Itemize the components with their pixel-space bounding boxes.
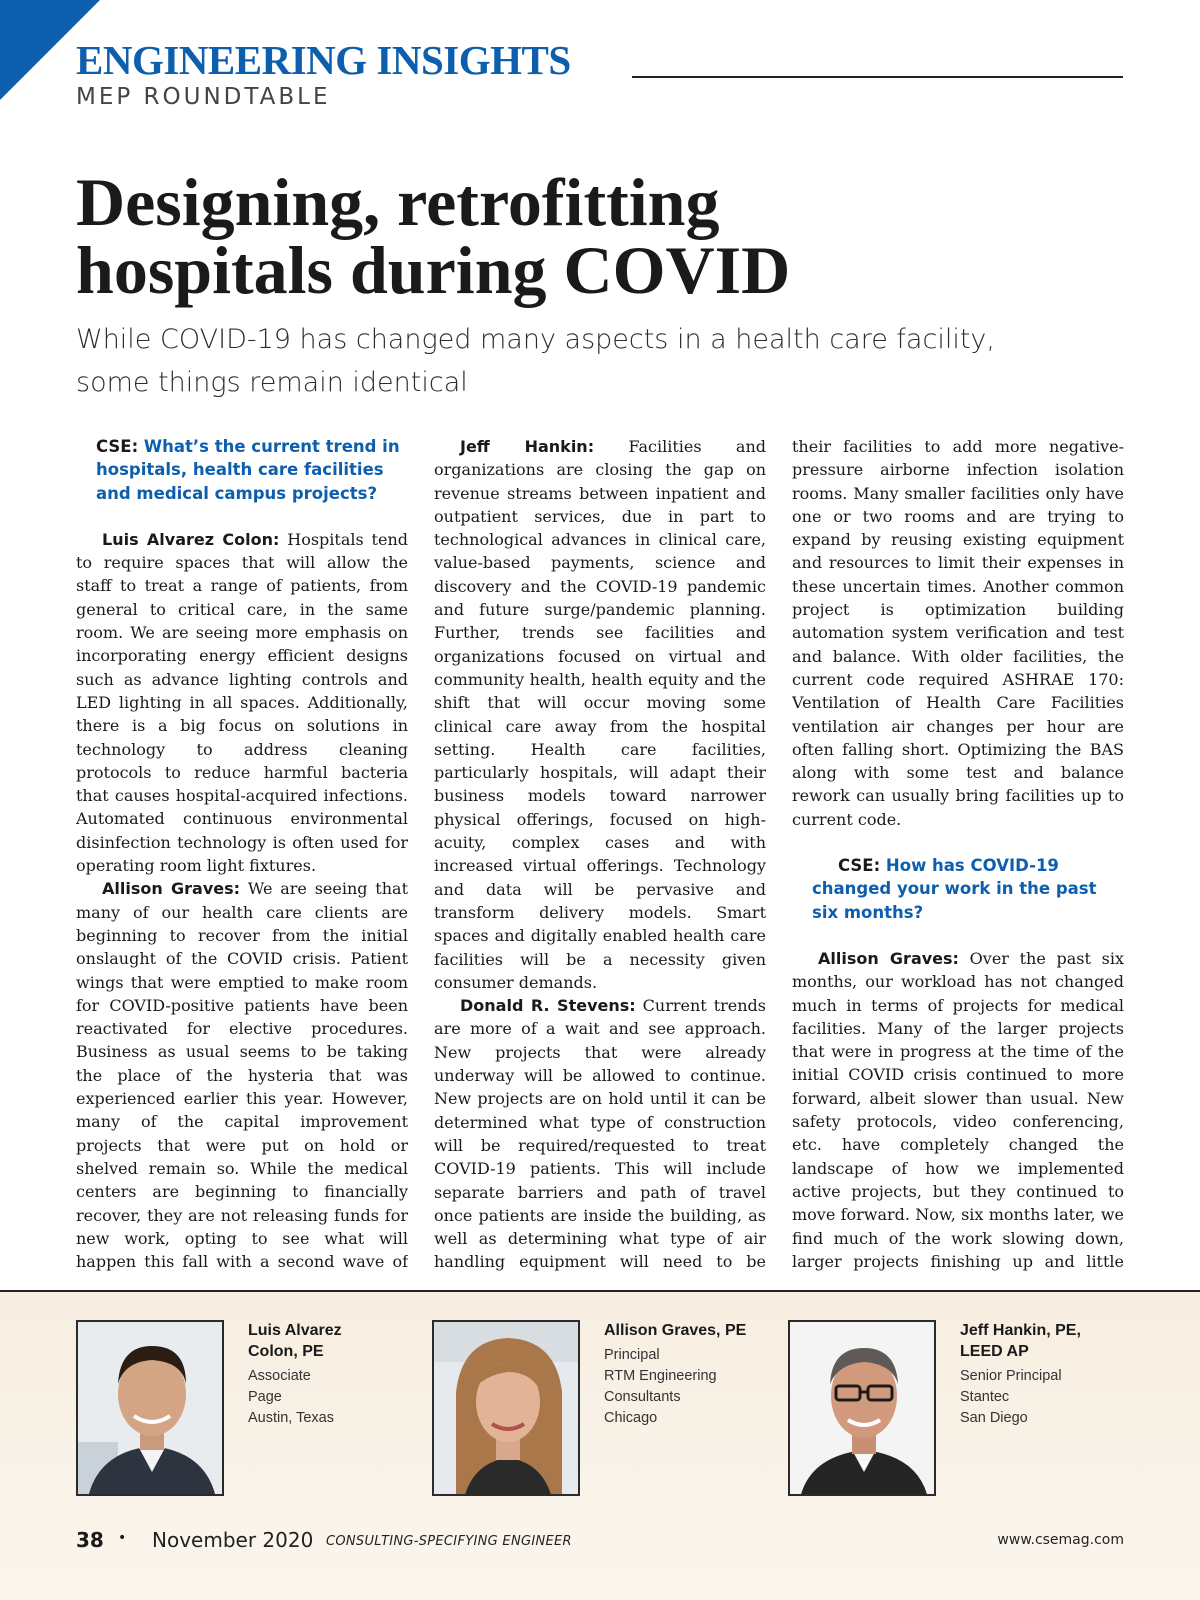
question-1	[76, 435, 408, 505]
article-deck	[76, 318, 1136, 404]
answer-text: Hospitals tend to require spaces that will allow the staff to treat a range of patients, from general to critical care, in the same room. We are seeing more emphasis on incorporating energy efficient designs such as advance lighting controls and LED lighting in all spaces. Additionally, there is a big focus on solutions in technology to address cleaning protocols to reduce harmful bacteria that causes hospital-acquired infections. Automated continuous environmental disinfection technology is often used for operating room light fixtures.	[76, 529, 408, 876]
magazine-url[interactable]: www.csemag.com	[997, 1532, 1124, 1548]
headline-line-1: Designing, retrofitting	[76, 164, 720, 240]
contributor-title: Principal	[604, 1347, 660, 1363]
contributor-details	[604, 1320, 774, 1429]
contributor-name: Jeff Hankin, PE, LEED AP	[960, 1322, 1081, 1360]
magazine-name: CONSULTING-SPECIFYING ENGINEER	[326, 1534, 572, 1549]
page-number: 38	[76, 1528, 104, 1552]
contributor-title: Senior Principal	[960, 1368, 1062, 1384]
speaker-name: Allison Graves:	[102, 879, 241, 899]
column-3	[792, 435, 1124, 1275]
question-text: How has COVID-19 changed your work in the past six months?	[812, 856, 1097, 922]
footer-bullet: •	[118, 1530, 127, 1546]
question-2	[792, 854, 1124, 924]
contributor-details	[960, 1320, 1130, 1429]
article-headline	[76, 164, 1136, 308]
answer-text: We are seeing that many of our health care clients are beginning to recover from the initial onslaught of the COVID crisis. Patient wings that were emptied to make room for COVID-positive patients have been reactivated for elective procedures. Business as usual seems to be taking the place of the hysteria that was experienced earlier this year. However, many of the capital improvement projects that were put on hold or shelved remain so. While the medical centers are beginning to financially recover, they are not releasing funds for new work, opting to see what will happen this fall with a second wave of	[76, 879, 408, 1272]
question-label: CSE:	[96, 437, 139, 456]
answer-paragraph-continued: their facilities to add more negative-pressure airborne infection isolation rooms. Many smaller facilities only have one or two rooms and are trying to expand by reusing existing equipment and resources to limit their expenses in these uncertain times. Another common project is optimization building automation system verification and test and balance. With older facilities, the current code required ASHRAE 170: Ventilation of Health Care Facilities ventilation air changes per hour are often falling short. Optimizing the BAS along with some test and balance rework can usually bring facilities up to current code.	[792, 437, 1124, 829]
speaker-name: Luis Alvarez Colon:	[102, 529, 280, 549]
contributor-title: Associate	[248, 1368, 311, 1384]
contributor-details	[248, 1320, 418, 1429]
deck-line-2: some things remain identical	[76, 367, 468, 399]
answer-paragraph	[792, 947, 1124, 1275]
contributor-company: RTM Engineering Consultants	[604, 1368, 717, 1405]
contributor-company: Page	[248, 1389, 282, 1405]
issue-date: November 2020	[152, 1528, 314, 1552]
contributor-photo	[76, 1320, 224, 1496]
contributor-photo	[432, 1320, 580, 1496]
contributor-company: Stantec	[960, 1389, 1010, 1405]
answer-paragraph	[76, 877, 408, 1275]
speaker-name: Allison Graves:	[818, 948, 959, 968]
section-subtitle: MEP ROUNDTABLE	[76, 84, 331, 110]
article-body	[76, 435, 1124, 1275]
answer-paragraph	[76, 528, 408, 877]
answer-text: Over the past six months, our workload has not changed much in terms of projects for medical facilities. Many of the larger projects that were in progress at the time of the initial COVID crisis continued to more forward, albeit slower than usual. New safety protocols, video conferencing, etc. have completely changed the landscape of how we implemented active projects, but they continued to move forward. Now, six months later, we find much of the work slowing down, larger projects finishing up and little	[792, 948, 1124, 1271]
deck-line-1: While COVID-19 has changed many aspects in a health care facility,	[76, 324, 995, 355]
question-label: CSE:	[838, 856, 881, 876]
answer-text: Facilities and organizations are closing the gap on revenue streams between inpatient and outpatient services, due in part to technological advances in clinical care, value-based payments, science and discovery and the COVID-19 pandemic and future surge/pandemic planning. Further, trends see facilities and organizations focused on virtual and community health, health equity and the shift that will occur moving some clinical care away from the hospital setting. Health care facilities, particularly hospitals, will adapt their business models toward narrower physical offerings, focused on high-acuity, complex cases and with increased virtual offerings. Technology and data will be pervasive and transform delivery models. Smart spaces and digitally enabled health care facilities will be a necessity given consumer demands.	[434, 437, 766, 992]
column-1	[76, 435, 408, 1275]
section-title: ENGINEERING INSIGHTS	[76, 37, 571, 83]
speaker-name: Jeff Hankin:	[460, 437, 595, 456]
contributor-location: Chicago	[604, 1410, 658, 1426]
contributor-name: Allison Graves, PE	[604, 1322, 747, 1339]
contributor-name: Luis Alvarez Colon, PE	[248, 1322, 342, 1360]
page-footer	[76, 1528, 1124, 1558]
contributor-photo	[788, 1320, 936, 1496]
contributor-location: Austin, Texas	[248, 1410, 334, 1426]
speaker-name: Donald R. Stevens:	[460, 996, 636, 1016]
column-2	[434, 435, 766, 1275]
answer-paragraph	[434, 994, 766, 1275]
section-title-rule	[632, 76, 1123, 78]
headline-line-2: hospitals during COVID	[76, 232, 791, 308]
answer-paragraph	[434, 435, 766, 994]
question-text: What’s the current trend in hospitals, health care facilities and medical campus projects?	[96, 437, 400, 503]
contributor-location: San Diego	[960, 1410, 1028, 1426]
answer-text: Current trends are more of a wait and see approach. New projects that were already underway will be allowed to continue. New projects are on hold until it can be determined what type of construction will be required/requested to treat COVID-19 patients. This will include separate barriers and path of travel once patients are inside the building, as well as determining what type of air handling equipment will need to be	[434, 996, 766, 1272]
